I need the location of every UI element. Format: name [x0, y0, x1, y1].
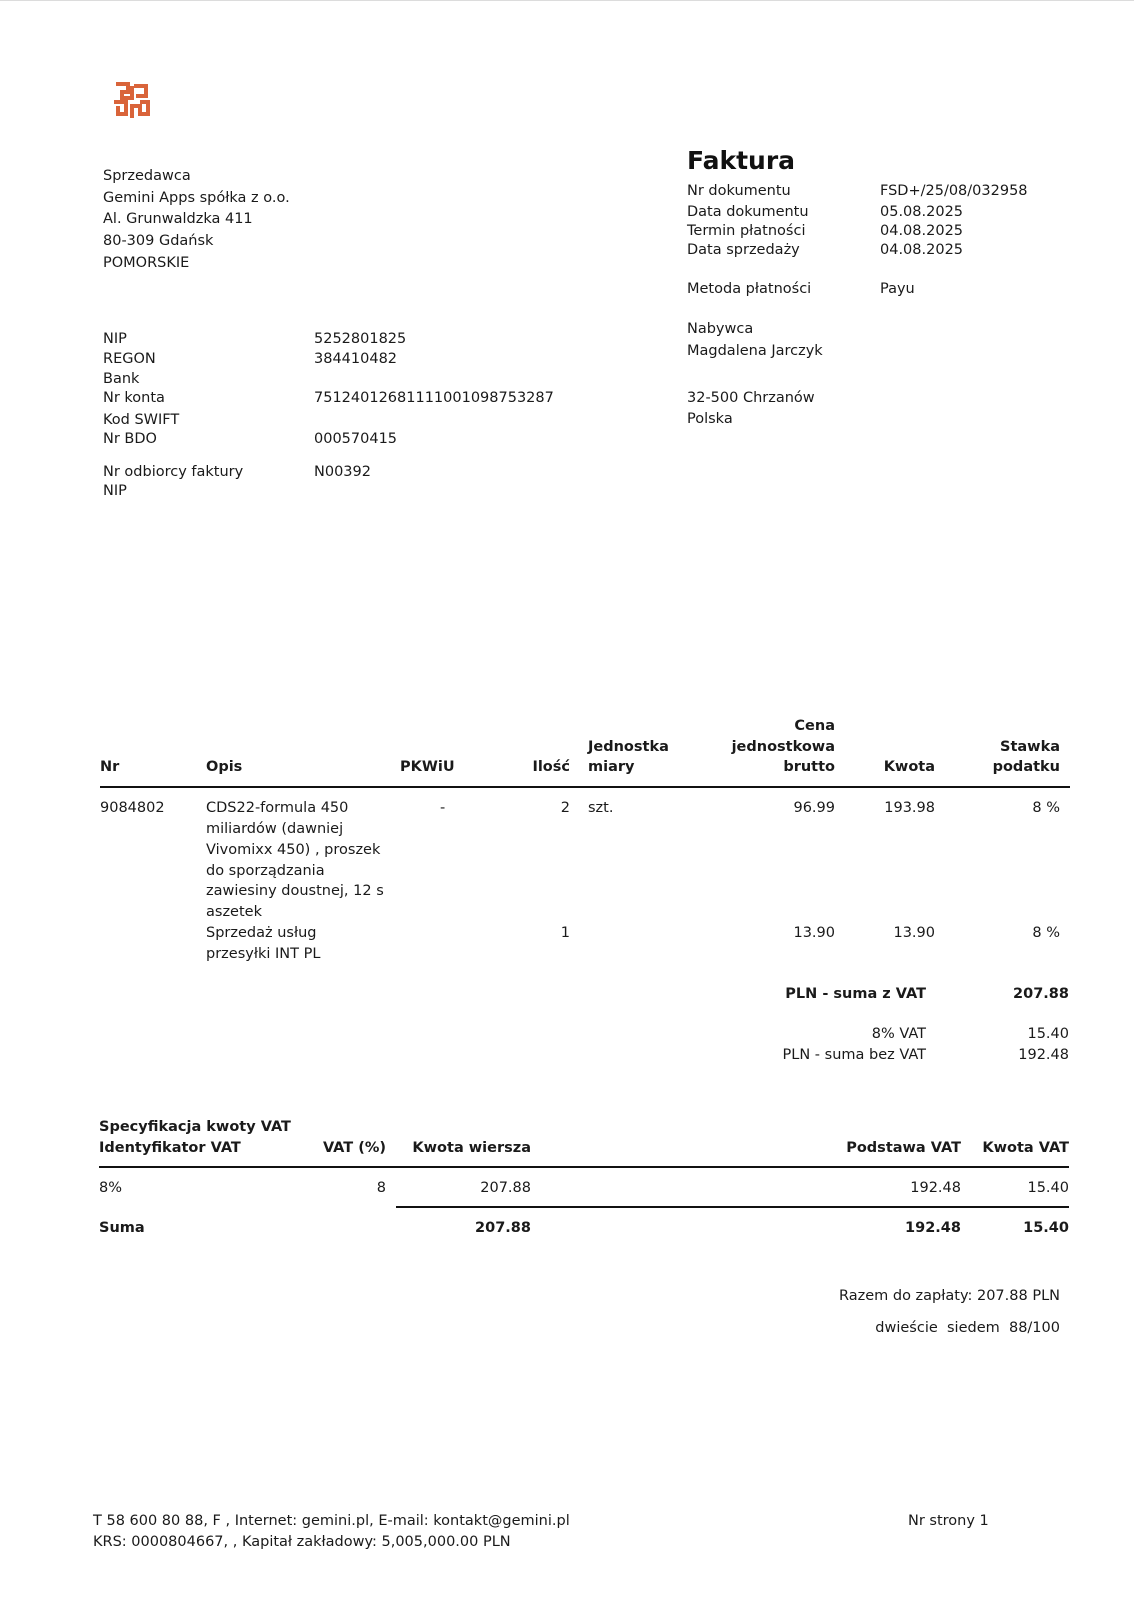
doc-number-label: Nr dokumentu	[687, 183, 791, 199]
nip-label: NIP	[103, 331, 127, 347]
regon-value: 384410482	[314, 351, 398, 367]
buyer-heading: Nabywca	[687, 321, 754, 337]
due-date-value: 04.08.2025	[880, 223, 964, 239]
row2-ilosc: 1	[560, 925, 570, 941]
col-nr-header: Nr	[100, 759, 120, 775]
vat-row-pct: 8	[376, 1180, 386, 1196]
row1-opis-line: miliardów (dawniej	[206, 821, 344, 837]
recipient-label: Nr odbiorcy faktury	[103, 464, 244, 480]
vat-row-amount: 15.40	[1027, 1180, 1069, 1196]
vat-header-rule	[99, 1166, 1069, 1168]
page-number: Nr strony 1	[908, 1513, 989, 1529]
row1-opis-line: zawiesiny doustnej, 12 s	[206, 883, 384, 899]
vat-sum-rule	[396, 1206, 1069, 1208]
seller-heading: Sprzedawca	[103, 168, 191, 184]
page-top-border	[0, 0, 1134, 1]
col-cena-header-2: jednostkowa	[731, 739, 835, 755]
row2-stawka: 8 %	[1032, 925, 1060, 941]
bdo-label: Nr BDO	[103, 431, 157, 447]
footer-contact: T 58 600 80 88, F , Internet: gemini.pl, E-mail: kontakt@gemini.pl	[93, 1513, 570, 1529]
buyer-country: Polska	[687, 411, 733, 427]
vat-id-header: Identyfikator VAT	[99, 1140, 241, 1156]
vat-amount-header: Kwota VAT	[982, 1140, 1069, 1156]
seller-name: Gemini Apps spółka z o.o.	[103, 190, 290, 206]
row1-pkwiu: -	[440, 800, 446, 816]
vat-row-line: 207.88	[480, 1180, 531, 1196]
sale-date-label: Data sprzedaży	[687, 242, 800, 258]
items-header-rule	[100, 786, 1070, 788]
col-kwota-header: Kwota	[883, 759, 935, 775]
vat-row-id: 8%	[99, 1180, 123, 1196]
row2-kwota: 13.90	[893, 925, 935, 941]
col-cena-header-1: Cena	[794, 718, 835, 734]
regon-label: REGON	[103, 351, 156, 367]
total-vat-value: 15.40	[1027, 1026, 1069, 1042]
vat-row-base: 192.48	[910, 1180, 961, 1196]
nip2-label: NIP	[103, 483, 127, 499]
vat-spec-title: Specyfikacja kwoty VAT	[99, 1119, 291, 1135]
col-opis-header: Opis	[206, 759, 243, 775]
buyer-city: 32-500 Chrzanów	[687, 390, 815, 406]
payment-method-value: Payu	[880, 281, 915, 297]
col-ilosc-header: Ilość	[532, 759, 570, 775]
sale-date-value: 04.08.2025	[880, 242, 964, 258]
swift-label: Kod SWIFT	[103, 412, 180, 428]
vat-sum-label: Suma	[99, 1220, 145, 1236]
footer-registry: KRS: 0000804667, , Kapitał zakładowy: 5,005,000.00 PLN	[93, 1534, 511, 1550]
account-value: 75124012681111001098753287	[314, 390, 554, 406]
buyer-name: Magdalena Jarczyk	[687, 343, 823, 359]
vat-pct-header: VAT (%)	[322, 1140, 386, 1156]
row1-jm: szt.	[588, 800, 614, 816]
row1-opis-line: Vivomixx 450) , proszek	[206, 842, 381, 858]
bdo-value: 000570415	[314, 431, 398, 447]
col-cena-header-3: brutto	[783, 759, 835, 775]
document-title: Faktura	[687, 146, 796, 175]
seller-street: Al. Grunwaldzka 411	[103, 211, 253, 227]
doc-number-value: FSD+/25/08/032958	[880, 183, 1028, 199]
row2-cena: 13.90	[793, 925, 835, 941]
col-pkwiu-header: PKWiU	[400, 759, 455, 775]
total-net-value: 192.48	[1018, 1047, 1069, 1063]
row1-kwota: 193.98	[884, 800, 935, 816]
total-net-label: PLN - suma bez VAT	[782, 1047, 926, 1063]
amount-due: Razem do zapłaty: 207.88 PLN	[838, 1288, 1060, 1304]
total-gross-value: 207.88	[1013, 986, 1069, 1002]
account-label: Nr konta	[103, 390, 165, 406]
row1-cena: 96.99	[793, 800, 835, 816]
seller-city: 80-309 Gdańsk	[103, 233, 214, 249]
doc-date-label: Data dokumentu	[687, 204, 809, 220]
row1-stawka: 8 %	[1032, 800, 1060, 816]
row1-nr: 9084802	[100, 800, 165, 816]
total-gross-label: PLN - suma z VAT	[785, 986, 926, 1002]
col-stawka-header-2: podatku	[992, 759, 1060, 775]
seller-region: POMORSKIE	[103, 255, 190, 271]
row2-opis-line: Sprzedaż usług	[206, 925, 317, 941]
total-vat-label: 8% VAT	[871, 1026, 926, 1042]
bank-label: Bank	[103, 371, 140, 387]
row1-opis-line: do sporządzania	[206, 863, 325, 879]
col-jm-header-2: miary	[588, 759, 635, 775]
row1-opis-line: CDS22-formula 450	[206, 800, 349, 816]
doc-date-value: 05.08.2025	[880, 204, 964, 220]
nip-value: 5252801825	[314, 331, 407, 347]
recipient-value: N00392	[314, 464, 371, 480]
row1-ilosc: 2	[560, 800, 570, 816]
vat-line-header: Kwota wiersza	[412, 1140, 531, 1156]
due-date-label: Termin płatności	[687, 223, 806, 239]
col-stawka-header-1: Stawka	[1000, 739, 1060, 755]
col-jm-header-1: Jednostka	[588, 739, 669, 755]
vat-sum-line: 207.88	[475, 1220, 531, 1236]
vat-sum-amount: 15.40	[1023, 1220, 1069, 1236]
row2-opis-line: przesyłki INT PL	[206, 946, 321, 962]
vat-base-header: Podstawa VAT	[846, 1140, 961, 1156]
payment-method-label: Metoda płatności	[687, 281, 812, 297]
row1-opis-line: aszetek	[206, 904, 262, 920]
vat-sum-base: 192.48	[905, 1220, 961, 1236]
amount-in-words: dwieście siedem 88/100	[875, 1320, 1060, 1336]
gemini-logo-icon	[112, 80, 152, 120]
